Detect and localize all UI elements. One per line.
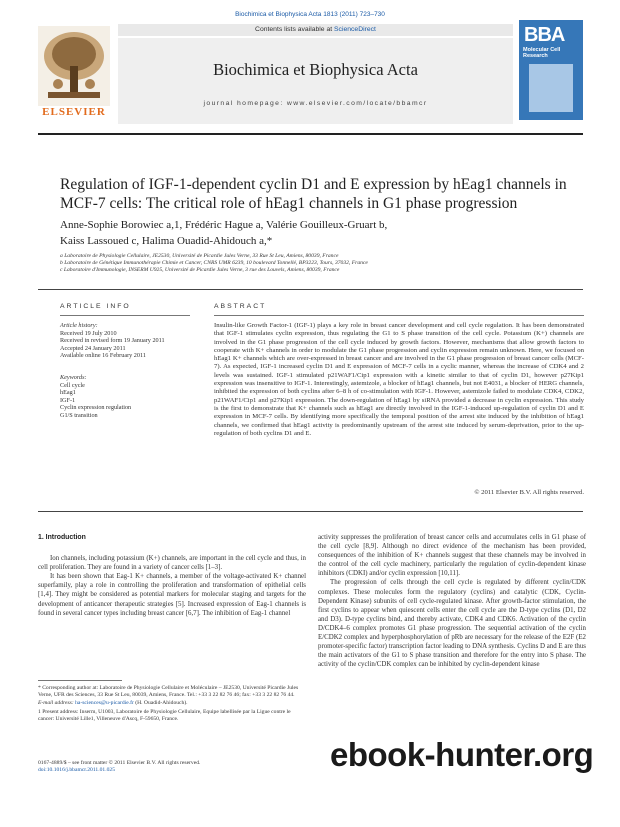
keywords-label: Keywords: — [60, 373, 87, 381]
article-title: Regulation of IGF-1-dependent cyclin D1 and E expression by hEag1 channels in MCF-7 cells: The critical role of hEag1 channels in G1 phase progression — [60, 176, 567, 212]
present-address-note: 1 Present address: Inserm, U1003, Laboratoire de Physiologie Cellulaire, Equipe labellisée par la Ligue contre le cancer: Université Lille1, Villeneuve d'Ascq, F-59650, France. — [38, 708, 291, 722]
elsevier-logo — [38, 26, 110, 118]
keyword-item: hEag1 — [60, 389, 76, 397]
doi-link[interactable]: doi:10.1016/j.bbamcr.2011.01.025 — [38, 767, 116, 773]
body-column-right — [318, 533, 586, 669]
keyword-item: Cyclin expression regulation — [60, 404, 132, 412]
footnote-rule — [38, 680, 122, 681]
affiliation-b: b Laboratoire de Génétique Immunothérapie Chimie et Cancer, CNRS UMR 6239, 10 boulevard Tonnellé, BP3223, Tours, 37032, France — [60, 260, 368, 267]
history-revised: Received in revised form 19 January 2011 — [60, 337, 165, 345]
footnotes — [38, 685, 306, 724]
sciencedirect-link[interactable]: ScienceDirect — [334, 26, 376, 33]
email-link[interactable]: ha-sciences@u-picardie.fr — [75, 700, 134, 707]
affiliations — [60, 253, 570, 275]
journal-title-box — [118, 38, 513, 124]
history-accepted: Accepted 24 January 2011 — [60, 344, 126, 352]
journal-cover — [519, 20, 583, 120]
article-info — [60, 322, 190, 420]
intro-paragraph-2: It has been shown that Eag-1 K+ channels, a member of the voltage-activated K+ channel superfamily, play a role in controlling the proliferation and transformation of epithelial cells [1,4]. They might be considered as potential markers for molecular staging and targets for the development of anticancer therapeutic strategies [5]. Increased expression of Eag-1 channels is found in several cancer types including breast cancer [6,7]. The inhibition of Eag-1 channel — [38, 573, 306, 617]
abstract-end-rule — [38, 511, 583, 512]
watermark: ebook-hunter.org — [330, 736, 594, 773]
email-suffix: (H. Ouadid-Ahidouch). — [133, 700, 188, 707]
affiliation-a: a Laboratoire de Physiologie Cellulaire, JE2530, Université de Picardie Jules Verne, 33 Rue St Leu, Amiens, 80039, France — [60, 253, 339, 259]
abstract-text: Insulin-like Growth Factor-1 (IGF-1) plays a key role in breast cancer development and cell cycle regulation. It has been demonstrated that IGF-1 stimulates cyclin expression, thus regulating the G1 to S phase transition of the cell cycle. Potassium (K+) channels are involved in the G1 phase progression of the cell cycle induced by growth factors. However, mechanisms that allow growth factors to cooperate with K+ channels in order to modulate the G1 phase progression and cyclin expression remain unknown. Here, we focused on hEag1 K+ channels which are over-expressed in breast cancer and are involved in the G1 phase progression of breast cancer cells (MCF-7). As expected, IGF-1 increased cyclin D1 and E expression of MCF-7 cells in a cyclic manner, whereas the increase of CDK4 and 2 levels was sustained. IGF-1 stimulated p21WAF1/Cip1 expression with a kinetic similar to that of cyclin D1, however p27Kip1 expression was insensitive to IGF-1. Interestingly, astemizole, a blocker of hEag1 channels, but not E4031, a blocker of HERG channels, inhibited the expression of both cyclins after 6–8 h of co-stimulation with IGF-1. However, astemizole failed to modulate CDK4, CDK2, p21WAF1/Cip1 and p27Kip1 expression. The down-regulation of hEag1 by siRNA provided a decrease in cyclin expression. This study is the first to demonstrate that K+ channels such as hEag1 are directly involved in the IGF-1-induced up-regulation of cyclin D1 and E expression in MCF-7 cells. By identifying more specifically the temporal position of the arrest site induced by the inhibition of hEag1 channels, we confirmed that hEag1 activity is predominantly upstream of the arrest site induced by serum-deprivation, prior to the up-regulation of both cyclins D1 and E. — [214, 322, 584, 437]
article-info-header: ARTICLE INFO — [60, 303, 131, 310]
publisher-name: ELSEVIER — [42, 106, 106, 118]
keyword-item: G1/S transition — [60, 411, 98, 419]
abstract-header: ABSTRACT — [214, 303, 267, 310]
journal-title: Biochimica et Biophysica Acta — [213, 60, 418, 79]
affiliation-c: c Laboratoire d'Immunologie, INSERM U925, Université de Picardie Jules Verne, 3 rue des Louvels, Amiens, 80039, France — [60, 267, 340, 274]
article-info-rule — [60, 315, 190, 316]
history-label: Article history: — [60, 322, 98, 329]
issn-block — [38, 760, 306, 774]
elsevier-tree-icon — [38, 26, 110, 106]
journal-banner — [118, 24, 513, 124]
email-note — [38, 700, 306, 707]
keyword-item: IGF-1 — [60, 396, 76, 404]
masthead — [38, 24, 583, 128]
journal-reference[interactable]: Biochimica et Biophysica Acta 1813 (2011) 723–730 — [235, 11, 385, 18]
keyword-item: Cell cycle — [60, 381, 85, 389]
journal-homepage[interactable]: journal homepage: www.elsevier.com/locate/bbamcr — [203, 100, 428, 107]
issn-line: 0167-4889/$ – see front matter © 2011 Elsevier B.V. All rights reserved. — [38, 760, 201, 766]
intro-paragraph-3: activity suppresses the proliferation of breast cancer cells and accumulates cells in G1 phase of the cell cycle [8,9]. Although no direct evidence of the mechanism has been provided, consequences of the inhibition of K+ channels suggest that these channels may be involved in the control of the cell cycle machinery, particularly the regulation of cyclin-dependent kinase inhibitors (CDKI) and/or cyclin expression [10,11]. — [318, 534, 586, 578]
cover-artwork — [529, 64, 573, 112]
cover-subtitle: Molecular Cell Research — [523, 47, 561, 59]
authors-line-2[interactable]: Kaiss Lassoued c, Halima Ouadid-Ahidouch a,* — [60, 235, 273, 247]
corresponding-author-note: * Corresponding author at: Laboratoire de Physiologie Cellulaire et Moléculaire – JE2530, Université Picardie Jules Verne, UFR des Sciences, 33 Rue St Leu, 80039, Amiens, France. Tel.: +33 3 22 82 76 46; fax: +33 3 22 82 76 44. — [38, 685, 299, 699]
intro-paragraph-4: The progression of cells through the cell cycle is regulated by different cyclin/CDK complexes. These molecules form the regulatory (cyclins) and catalytic (CDK, Cyclin-Dependent Kinase) subunits of cell cycle-regulated kinase. After growth-factor stimulation, the first cyclins to appear when quiescent cells enter the cell cycle are the D-type cyclins (D1, D2 and D3). D-type cyclins bind, and thereby activate, CDK4 and CDK6. Activation of the cyclin D/CDK4–6 complex promotes G1 phase progression. The sequential activation of the cyclin E/CDK2 complex and hyperphosphorylation of pRb are necessary for the release of the E2F (E2 promoter-specific factor) transcription factor leading to DNA synthesis. Cyclins D and E are thus the main activators of the G1 to S phase transition and therefore for the entry into S phase. The activity of the cyclin/CDK complex can be inhibited by cyclin-dependent kinase — [318, 579, 586, 669]
history-received: Received 19 July 2010 — [60, 329, 117, 337]
copyright: © 2011 Elsevier B.V. All rights reserved. — [474, 489, 584, 496]
body-column-left — [38, 533, 306, 618]
email-label: E-mail address: — [38, 700, 76, 707]
abstract-rule — [214, 315, 584, 316]
affiliation-rule — [38, 289, 583, 290]
history-online: Available online 16 February 2011 — [60, 352, 146, 360]
section-heading: 1. Introduction — [38, 534, 86, 541]
masthead-rule — [38, 133, 583, 135]
author-list — [60, 217, 570, 249]
contents-prefix: Contents lists available at — [255, 26, 335, 33]
cover-abbrev: BBA — [524, 24, 565, 46]
contents-line — [118, 24, 513, 36]
authors-line-1[interactable]: Anne-Sophie Borowiec a,1, Frédéric Hague a, Valérie Gouilleux-Gruart b, — [60, 219, 388, 231]
intro-paragraph-1: Ion channels, including potassium (K+) channels, are important in the cell cycle and thus, in cell proliferation. They are found in a variety of cancer cells [1–3]. — [38, 555, 306, 572]
